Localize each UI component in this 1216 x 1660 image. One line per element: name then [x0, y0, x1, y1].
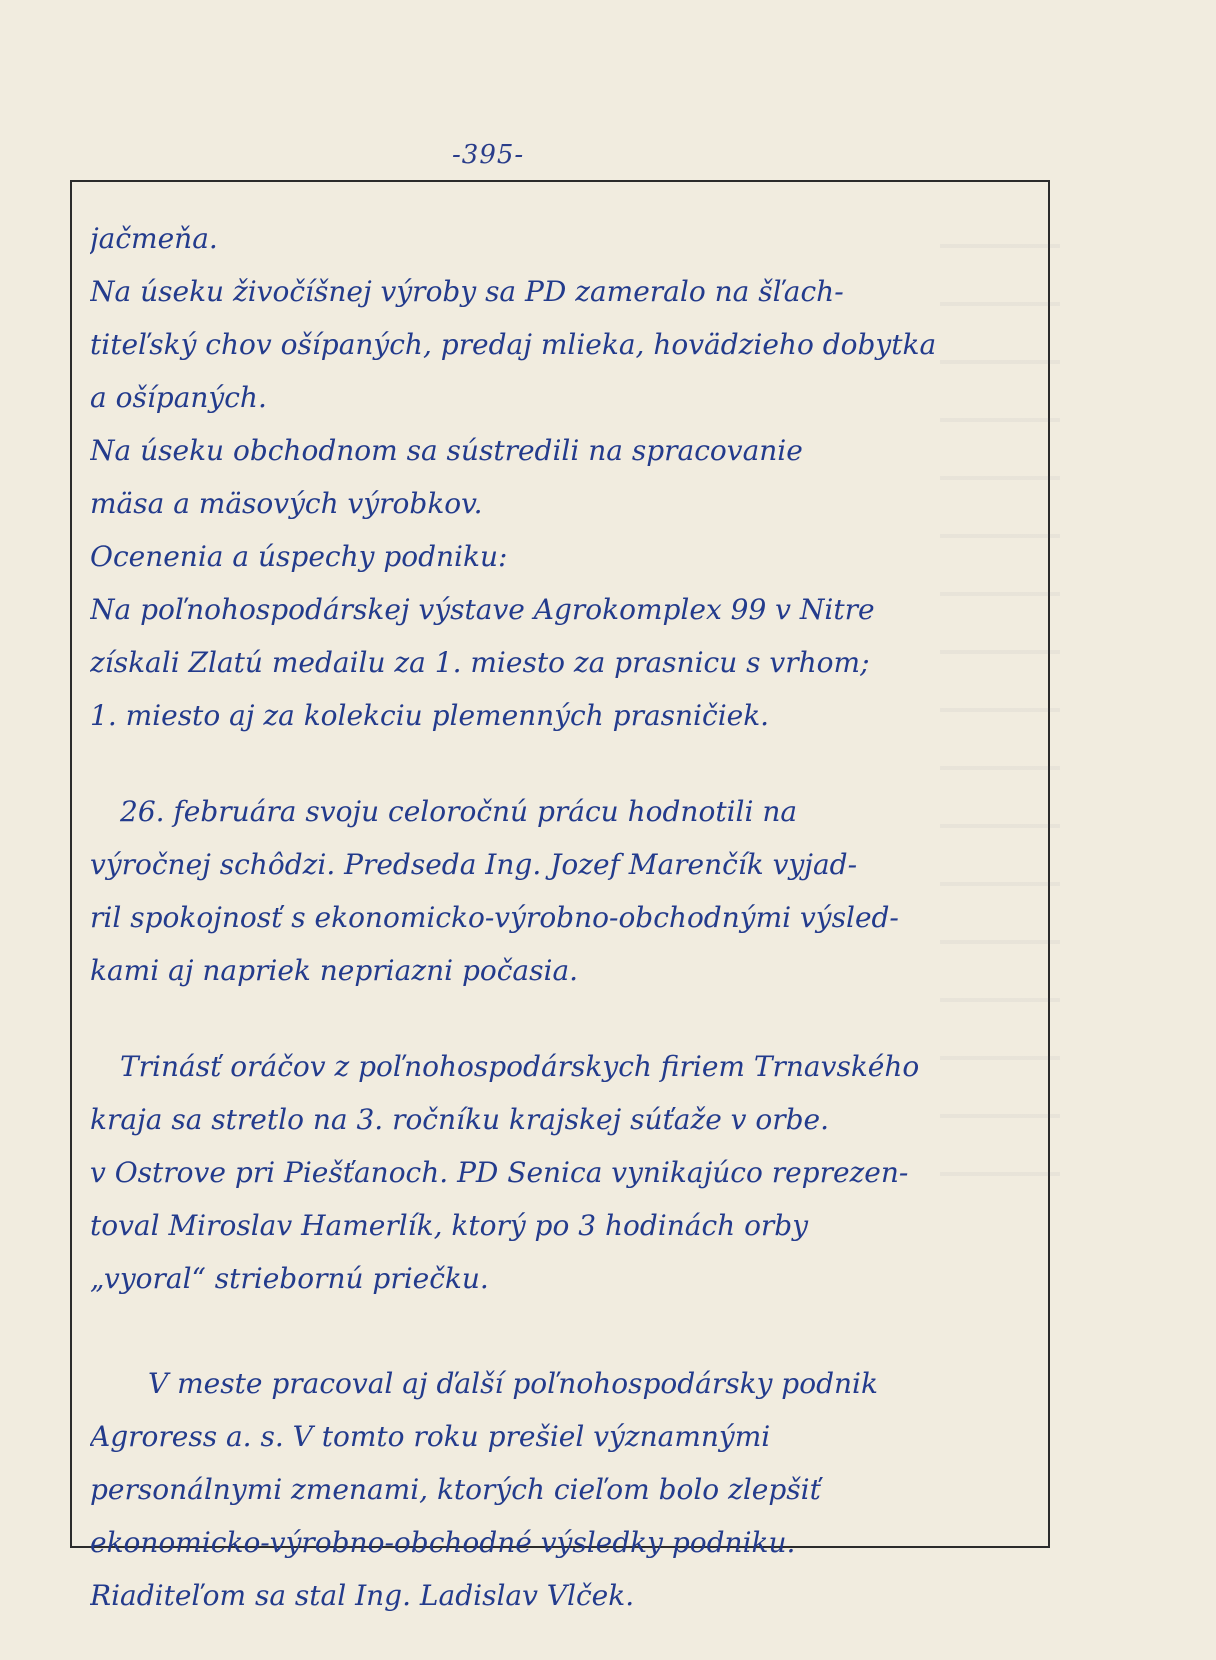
text-line: ekonomicko-výrobno-obchodné výsledky podniku.: [90, 1526, 796, 1559]
text-line: toval Miroslav Hamerlík, ktorý po 3 hodinách orby: [90, 1209, 809, 1242]
paragraph-gap: [90, 997, 1030, 1040]
text-line: 1. miesto aj za kolekciu plemenných prasničiek.: [90, 699, 770, 732]
text-line: personálnymi zmenami, ktorých cieľom bolo zlepšiť: [90, 1473, 821, 1506]
text-line: 26. februára svoju celoročnú prácu hodnotili na: [120, 795, 798, 828]
text-line: Riaditeľom sa stal Ing. Ladislav Vlček.: [90, 1579, 635, 1612]
text-line: získali Zlatú medailu za 1. miesto za prasnicu s vrhom;: [90, 646, 870, 679]
text-line: Na poľnohospodárskej výstave Agrokomplex 99 v Nitre: [90, 593, 875, 626]
text-line: „vyoral“ striebornú priečku.: [90, 1262, 489, 1295]
text-line: ril spokojnosť s ekonomicko-výrobno-obchodnými výsled-: [90, 901, 899, 934]
text-line: mäsa a mäsových výrobkov.: [90, 487, 483, 520]
text-line: kraja sa stretlo na 3. ročníku krajskej súťaže v orbe.: [90, 1103, 830, 1136]
text-line: v Ostrove pri Piešťanoch. PD Senica vynikajúco reprezen-: [90, 1156, 909, 1189]
text-line: kami aj napriek nepriazni počasia.: [90, 954, 579, 987]
paragraph-gap: [90, 742, 1030, 785]
text-line: V meste pracoval aj ďalší poľnohospodársky podnik: [148, 1367, 878, 1400]
page-number: -395-: [452, 140, 525, 170]
text-line: jačmeňa.: [90, 222, 218, 255]
text-line: a ošípaných.: [90, 381, 267, 414]
text-line: Na úseku živočíšnej výroby sa PD zameralo na šľach-: [90, 275, 844, 308]
handwritten-text: [90, 212, 1030, 1622]
paragraph-gap: [90, 1305, 1030, 1357]
text-line: Agroress a. s. V tomto roku prešiel významnými: [90, 1420, 771, 1453]
text-line: titeľský chov ošípaných, predaj mlieka, hovädzieho dobytka: [90, 328, 937, 361]
text-line: Na úseku obchodnom sa sústredili na spracovanie: [90, 434, 803, 467]
text-line: Ocenenia a úspechy podniku:: [90, 540, 508, 573]
text-line: výročnej schôdzi. Predseda Ing. Jozef Marenčík vyjad-: [90, 848, 858, 881]
text-line: Trinásť oráčov z poľnohospodárskych firiem Trnavského: [120, 1050, 920, 1083]
